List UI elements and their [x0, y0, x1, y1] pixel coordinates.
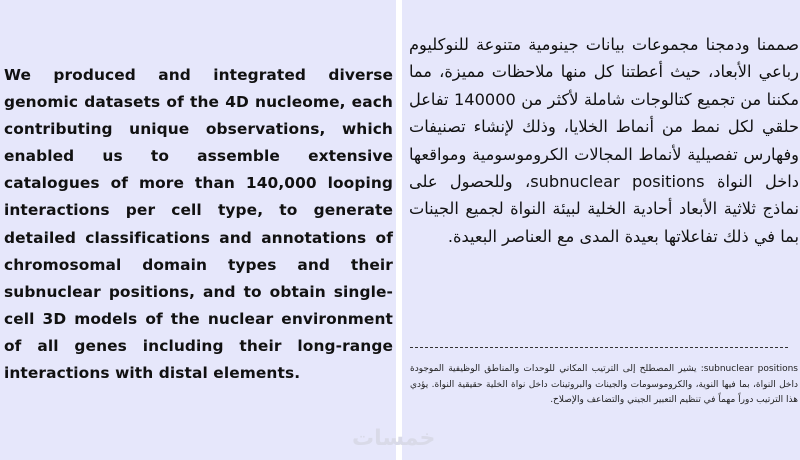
footnote-separator: [410, 347, 788, 348]
arabic-paragraph: صممنا ودمجنا مجموعات بيانات جينومية متنوعة للنوكليوم رباعي الأبعاد، حيث أعطتنا كل منها ملاحظات مميزة، مما مكننا من تجميع كتالوجات شاملة لأكثر من 140000 تفاعل حلقي لكل نمط من أنماط الخلايا، وذلك لإنشاء تصنيفات وفهارس تفصيلية لأنماط المجالات الكروموسومية ومواقعها داخل النواة subnuclear positions، وللحصول على نماذج ثلاثية الأبعاد أحادية الخلية لبيئة النواة لجميع الجينات بما في ذلك تفاعلاتها بعيدة المدى مع العناصر البعيدة.: [409, 35, 799, 246]
watermark-logo: خمسات: [352, 426, 436, 451]
english-paragraph: We produced and integrated diverse genomic datasets of the 4D nucleome, each contributing unique observations, which enabled us to assemble extensive catalogues of more than 140,000 looping interactions per cell type, to generate detailed classifications and annotations of chromosomal domain types and their subnuclear positions, and to obtain single-cell 3D models of the nuclear environment of all genes including their long-range interactions with distal elements.: [4, 66, 393, 383]
arabic-panel: [402, 0, 800, 460]
footnote-text: subnuclear positions: يشير المصطلح إلى الترتيب المكاني للوحدات والمناطق الوظيفية الموجودة داخل النواة، بما فيها النوية، والكروموسومات والجينات والبروتينات داخل نواة الخلية حقيقية النواة. يؤدي هذا الترتيب دوراً مهماً في تنظيم التعبير الجيني والتضاعف والإصلاح.: [410, 364, 798, 405]
english-panel: [0, 0, 396, 460]
